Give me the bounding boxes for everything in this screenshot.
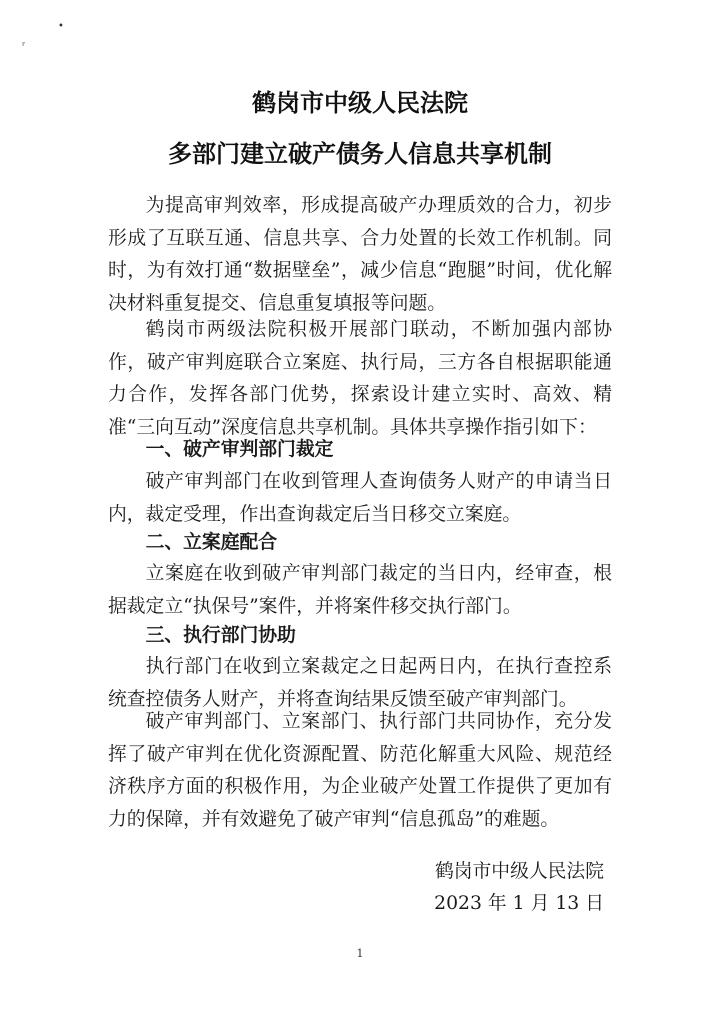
signature-date: 2023 年 1 月 13 日 [434, 893, 604, 914]
section-heading-filing-cooperation: 二、立案庭配合 [145, 532, 278, 553]
scan-mark: ʳ [22, 41, 26, 52]
paragraph-bankruptcy-ruling: 破产审判部门在收到管理人查询债务人财产的申请当日内，裁定受理，作出查询裁定后当日移交立案庭。 [108, 471, 612, 525]
document-subtitle: 多部门建立破产债务人信息共享机制 [168, 140, 552, 168]
page-number: 1 [356, 947, 364, 960]
paragraph-conclusion: 破产审判部门、立案部门、执行部门共同协作，充分发挥了破产审判在优化资源配置、防范化解重大风险、规范经济秩序方面的积极作用，为企业破产处置工作提供了更加有力的保障，并有效避免了破产审判“信息孤岛”的难题。 [108, 711, 612, 830]
section-heading-execution-assistance: 三、执行部门协助 [145, 625, 296, 646]
signature-organization: 鹤岗市中级人民法院 [434, 861, 604, 882]
section-heading-bankruptcy-ruling: 一、破产审判部门裁定 [145, 439, 334, 460]
paragraph-intro: 为提高审判效率，形成提高破产办理质效的合力，初步形成了互联互通、信息共享、合力处置的长效工作机制。同时，为有效打通“数据壁垒”，减少信息“跑腿”时间，优化解决材料重复提交、信息重复填报等问题。 [108, 195, 612, 314]
paragraph-filing-cooperation: 立案庭在收到破产审判部门裁定的当日内，经审查，根据裁定立“执保号”案件，并将案件移交执行部门。 [108, 563, 612, 617]
scan-speck: • [58, 21, 64, 32]
document-title: 鹤岗市中级人民法院 [252, 89, 468, 117]
paragraph-execution-assistance: 执行部门在收到立案裁定之日起两日内，在执行查控系统查控债务人财产，并将查询结果反馈至破产审判部门。 [108, 656, 612, 710]
paragraph-coordination: 鹤岗市两级法院积极开展部门联动，不断加强内部协作，破产审判庭联合立案庭、执行局，三方各自根据职能通力合作，发挥各部门优势，探索设计建立实时、高效、精准“三向互动”深度信息共享机制。具体共享操作指引如下： [108, 319, 612, 438]
